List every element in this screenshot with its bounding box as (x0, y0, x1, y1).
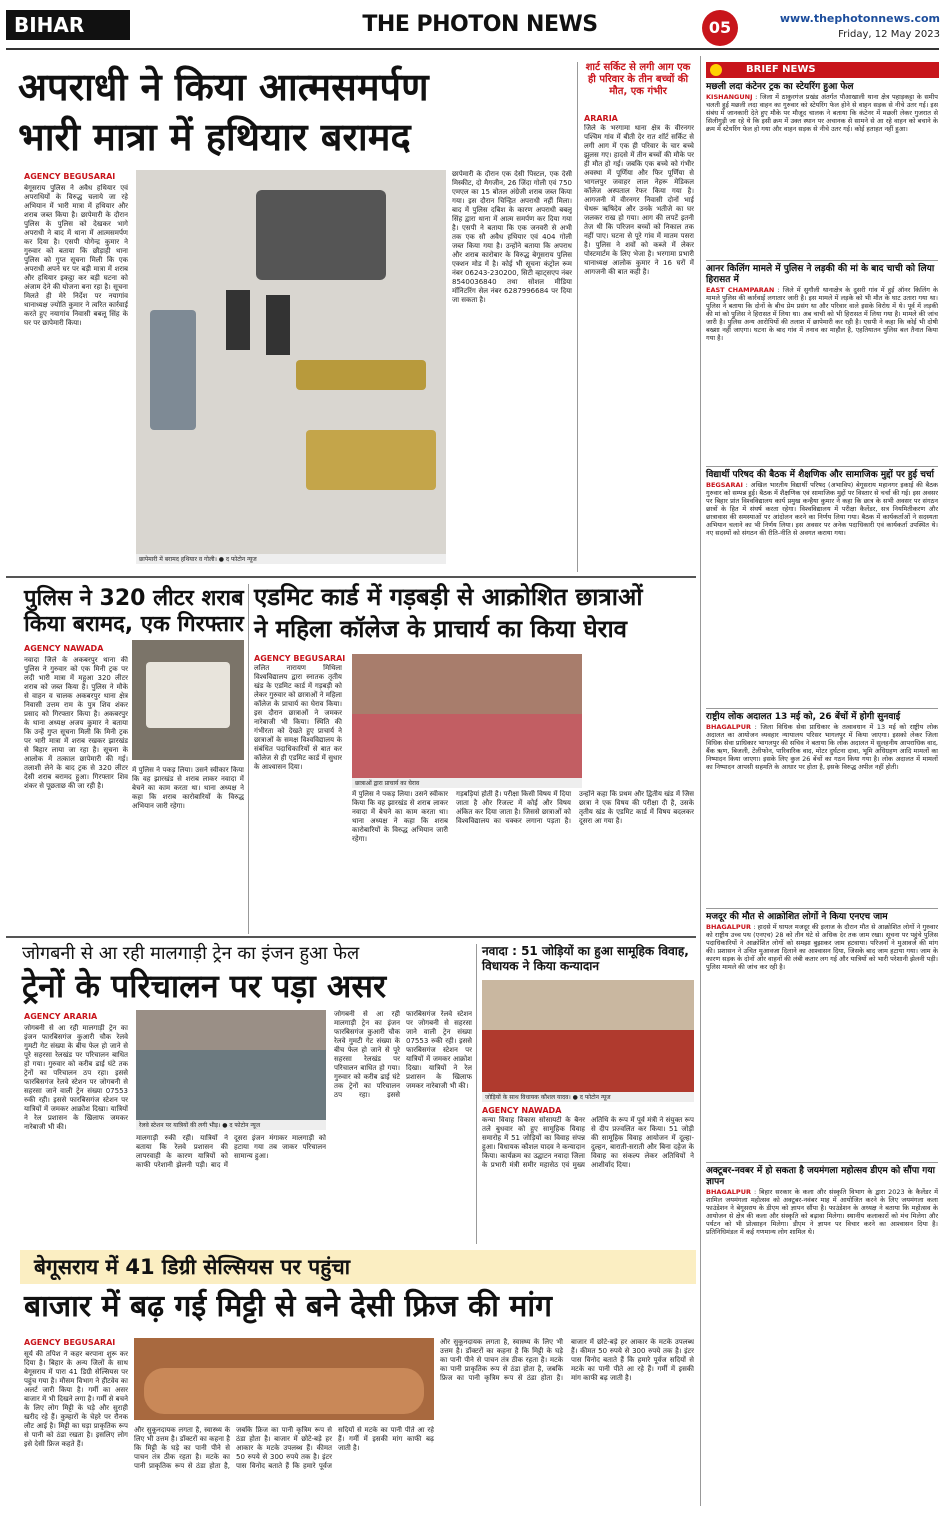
pistol-image (256, 190, 386, 280)
story5-agency: AGENCY ARARIA (24, 1012, 98, 1021)
column-divider (700, 56, 701, 1506)
story1-column2: छापेमारी के दौरान एक देसी पिस्टल, एक देसी मिस्कीट, दो मैगजीन, 26 जिंदा गोली एवं 750 एमएल का 15 बोतल अंग्रेजी शराब जब्त किया गया। इस दौरान चिन्हित अपराधी नहीं मिला। बाद में पुलिस दबिश के कारण अपराधी बबलू सिंह द्वारा थाना में आत्म समर्पण कर दिया गया है। एसपी ने बताया कि एक जनवरी से अभी तक एक सौ अवैध हथियार एवं 404 गोली जब्त किया गया है। उन्होंने बताया कि अपराध और शराब कारोबार के विरुद्ध बेगूसराय पुलिस एक्शन मोड में है। कोई भी सूचना कंट्रोल रूम नंबर 06243-230200, सिटी व्हाट्सएप नंबर 8540036840 तथा सोशल मीडिया मॉनिटरिंग सेल नंबर 6287996684 पर दिया जा सकता है। (452, 170, 572, 304)
page-number: 05 (702, 10, 738, 46)
story4-column-extra: में पुलिस ने पकड़ लिया। उसने स्वीकार किया कि वह झारखंड से शराब लाकर नवादा में बेचने का काम करता था। थाना अध्यक्ष ने कहा कि शराब कारोबारियों के विरुद्ध अभियान जारी रहेगा। (352, 790, 448, 843)
website[interactable]: www.thephotonnews.com (779, 12, 940, 25)
brief-title: मछली लदा कंटेनर ट्रक का स्टेयरिंग हुआ फेल (706, 82, 854, 92)
story3-column1: नवादा जिले के अकबरपुर थाना की पुलिस ने गुरुवार को एक मिनी ट्रक पर लदी भारी मात्रा में महुआ 320 लीटर शराब को जब्त किया है। पुलिस ने मौके से वाहन व चालक अकबरपुर थाना क्षेत्र निवासी उत्तम राम के पुत्र शिव शंकर प्रसाद को गिरफ्तार किया है। अकबरपुर के थाना अध्यक्ष अजय कुमार ने बताया कि उन्हें गुप्त सूचना मिली कि मिनी ट्रक पर भारी मात्रा में शराब रखकर झारखंड से बिहार लाया जा रहा है। सूचना के आलोक में तत्काल छापेमारी की गई। तलाशी लेने के बाद ट्रक से 320 लीटर देसी शराब बरामद हुआ। गिरफ्तार शिव शंकर से पूछताछ की जा रही है। (24, 656, 128, 790)
story5-headline-line2: ट्रेनों के परिचालन पर पड़ा असर (22, 967, 387, 1005)
column-divider (248, 584, 249, 934)
brief-body: जिला विधिक सेवा प्राधिकार के तत्वावधान में 13 मई को राष्ट्रीय लोक अदालत का आयोजन व्यवहार न्यायालय परिसर भागलपुर में किया जाएगा। इसको लेकर जिला विधिक सेवा प्राधिकार भागलपुर की सचिव ने बताया कि लोक अदालत में सुलहनीय आपराधिक वाद, बैंक ऋण, बिजली, टेलीफोन, पारिवारिक वाद, मोटर दुर्घटना दावा, भूमि अधिग्रहण आदि मामलों का निष्पादन किया जाएगा। इसके लिए कुल 26 बेंचों का गठन किया गया है। लोक अदालत में मामलों का निष्पादन आपसी सहमति के आधार पर होता है, इसके विरुद्ध अपील नहीं होती। (706, 723, 938, 771)
weapons-photo (136, 170, 446, 554)
crowd-image (352, 714, 582, 778)
story1-column1: बेगूसराय पुलिस ने अवैध हथियार एवं अपराधियों के विरुद्ध चलाये जा रहे अभियान में भारी मात्रा में हथियार और शराब जब्त किया है। छापेमारी के दौरान पुलिस के पुलिस को देखकर भागे अपराधी ने बाद में थाना में आत्मसमर्पण कर दिया है। एसपी योगेन्द्र कुमार ने गुरुवार को बताया कि छौड़ाही थाना पुलिस को गुप्त सूचना मिली कि एक अपराधी अपने घर पर बड़ी मात्रा में शराब और हथियार इकट्ठा कर बड़ी घटना को अंजाम देने की योजना बना रहा है। सूचना मिलते ही मेरे निर्देश पर नयागांव थानाध्यक्ष ज्योति कुमार ने त्वरित कार्रवाई करते हुए नयागांव निवासी बबलू सिंह के घर पर छापेमारी किया। (24, 184, 128, 327)
brief-text: KISHANGUNJ : जिला में ठाकुरगंज प्रखंड अंतर्गत पौआखाली थाना क्षेत्र पहाड़कट्टा के समीप चलती हुई मछली लदा वाहन का गुरुवार को स्टेयरिंग फेल होने से वाहन सड़क से नीचे उतर गई। इस संबंध में जानकारी देते हुए मौके पर मौजूद चालक ने बताया कि कंटेनर में मछली लेकर गुजरात से सिलीगुड़ी जा रहे थे कि इसी क्रम में उक्त स्थान पर अचानक से सामने से आ रहे वाहन को बचाने के क्रम में स्टेयरिंग फेल हो गया और वाहन सड़क से नीचे उतर गई। कोई हताहत नहीं हुआ। (706, 93, 938, 133)
story5-column2: मालगाड़ी रुकी रही। यात्रियों ने बताया कि रेलवे प्रशासन की लापरवाही के कारण यात्रियों को काफी परेशानी झेलनी पड़ी। बाद में दूसरा इंजन मंगाकर मालगाड़ी को हटाया गया तब जाकर परिचालन सामान्य हुआ। (136, 1134, 326, 1169)
column-divider (476, 944, 477, 1244)
story4-column1: ललित नारायण मिथिला विश्वविद्यालय द्वारा स्नातक तृतीय खंड के एडमिट कार्ड में गड़बड़ी को लेकर गुरुवार को छात्राओं ने महिला कॉलेज के प्राचार्य का घेराव किया। इस दौरान छात्राओं ने जमकर नारेबाजी भी किया। स्थिति की गंभीरता को देखते हुए प्राचार्य ने छात्राओं के समक्ष विश्वविद्यालय के संबंधित पदाधिकारियों से बात कर कॉलेज से ही एडमिट कार्ड में सुधार के आश्वासन दिया। (254, 664, 342, 771)
story5-column1: जोगबनी से आ रही मालगाड़ी ट्रेन का इंजन फारबिसगंज कुआरी चौक रेलवे गुमटी गेट संख्या के बीच फेल हो जाने से पूरे सहरसा रेलखंड पर परिचालन बाधित हो गया। गुरुवार को करीब ढाई घंटे तक ट्रेनों का परिचालन ठप रहा। इससे फारबिसगंज रेलवे स्टेशन पर जोगबनी से सहरसा जाने वाली ट्रेन संख्या 07553 रुकी रही। इससे फारबिसगंज स्टेशन पर यात्रियों में जमकर आक्रोश दिखा। यात्रियों ने रेल प्रशासन के खिलाफ जमकर नारेबाजी भी की। (24, 1024, 128, 1131)
brief-item (706, 82, 938, 258)
brief-title: विद्यार्थी परिषद की बैठक में शैक्षणिक और सामाजिक मुद्दों पर हुई चर्चा (706, 470, 934, 480)
story4-caption: छात्राओं द्वारा प्राचार्य का घेराव (352, 778, 582, 788)
brief-title: अक्टूबर-नवबर में हो सकता है जयमंगला महोत्सव डीएम को सौंपा गया ज्ञापन (706, 1166, 935, 1187)
brief-text: BHAGALPUR : जिला विधिक सेवा प्राधिकार के तत्वावधान में 13 मई को राष्ट्रीय लोक अदालत का आयोजन व्यवहार न्यायालय परिसर भागलपुर में किया जाएगा। इसको लेकर जिला विधिक सेवा प्राधिकार भागलपुर की सचिव ने बताया कि लोक अदालत में सुलहनीय आपराधिक वाद, बैंक ऋण, बिजली, टेलीफोन, पारिवारिक वाद, मोटर दुर्घटना दावा, भूमि अधिग्रहण आदि मामलों का निष्पादन किया जाएगा। इसके लिए कुल 26 बेंचों का गठन किया गया है। लोक अदालत में मामलों का निष्पादन आपसी सहमति के आधार पर होता है, इसके विरुद्ध अपील नहीं होती। (706, 723, 938, 771)
brief-place: BHAGALPUR (706, 923, 751, 931)
bullets-image (296, 360, 426, 390)
brief-item (706, 1166, 938, 1506)
section-divider (6, 936, 696, 938)
bullets-image (306, 430, 436, 490)
brief-body: हादसे में घायल मजदूर की इलाज के दौरान मौत से आक्रोशित लोगों ने गुरुवार को राष्ट्रीय उच्च पथ (एनएच) 28 को तीन घंटे से अधिक देर तक जाम रखा। सूचना पर पहुंचे पुलिस पदाधिकारियों ने आक्रोशित लोगों को समझा बुझाकर जाम हटवाया। परिजनों ने मुआवजे की मांग की। प्रशासन ने उचित मुआवजा दिलाने का आश्वासन दिया, जिसके बाद जाम हटाया गया। जाम के कारण सड़क के दोनों ओर वाहनों की लंबी कतार लग गई और यात्रियों को भारी परेशानी झेलनी पड़ी। पुलिस मामले की जांच कर रही है। (706, 923, 938, 971)
story6-agency: AGENCY NAWADA (482, 1106, 562, 1115)
brief-text: BHAGALPUR : बिहार सरकार के कला और संस्कृति विभाग के द्वारा 2023 के कैलेंडर में शामिल जयमंगला महोत्सव को अक्टूबर-नवंबर माह में आयोजित करने के लिए जयमंगला कला फाउंडेशन ने बेगूसराय के डीएम को ज्ञापन सौंपा है। फाउंडेशन के अध्यक्ष ने बताया कि महोत्सव के आयोजन से क्षेत्र की कला और संस्कृति को बढ़ावा मिलेगा। स्थानीय कलाकारों को मंच मिलेगा और पर्यटन को भी प्रोत्साहन मिलेगा। डीएम ने ज्ञापन पर विचार करने का आश्वासन दिया है। प्रतिनिधिमंडल में कई गणमान्य लोग शामिल थे। (706, 1188, 938, 1236)
story4-agency: AGENCY BEGUSARAI (254, 654, 346, 663)
story6-caption: जोड़ियों के साथ विधायक कौशल यादव। ● द फोटोन न्यूज (482, 1092, 694, 1102)
story5-headline-line1: जोगबनी से आ रही मालगाड़ी ट्रेन का इंजन हुआ फेल (22, 943, 360, 964)
story7-column1: सूर्य की तपिश ने कहर बरपाना शुरू कर दिया है। बिहार के अन्य जिलों के साथ बेगूसराय में पारा 41 डिग्री सेल्सियस पर पहुंच गया है। मौसम विभाग ने हीटवेव का अलर्ट जारी किया है। गर्मी का असर बाजार में भी दिखने लगा है। गर्मी से बचने के लिए लोग मिट्टी के घड़े और सुराही खरीद रहे हैं। कुम्हारों के चेहरे पर रौनक लौट आई है। मिट्टी का घड़ा प्राकृतिक रूप से पानी को ठंडा रखता है। इसलिए लोग इसे देसी फ्रिज कहते हैं। (24, 1350, 128, 1448)
story1-headline-line2: भारी मात्रा में हथियार बरामद (18, 115, 411, 159)
story4-column2: गड़बड़ियां होती है। परीक्षा किसी विषय में दिया जाता है और रिजल्ट में कोई और विषय अंकित कर दिया जाता है। जिससे छात्राओं को विश्वविद्यालय का चक्कर लगाना पड़ता है। उन्होंने कहा कि प्रथम और द्वितीय खंड में जिस छात्रा ने एक विषय की परीक्षा दी है, उसके तृतीय खंड के एडमिट कार्ड में विषय बदलकर दूसरा आ गया है। (456, 790, 694, 825)
truck-photo (132, 640, 244, 760)
brief-place: BHAGALPUR (706, 723, 751, 731)
heat-banner: बेगूसराय में 41 डिग्री सेल्सियस पर पहुंचा (20, 1250, 696, 1284)
brief-news-icon (710, 64, 722, 76)
story2-place: ARARIA (584, 114, 618, 123)
station-photo (136, 1010, 326, 1120)
section-tag: BIHAR (6, 10, 130, 40)
brief-text: EAST CHAMPARAN : जिले में सुगौली थानाक्षेत्र के दुसरी गांव में हुई ऑनर किलिंग के मामले पुलिस की कार्रवाई लगातार जारी है। इस मामले में लड़के को भी मौत के घाट उतारा गया था। पुलिस ने बताया कि दोनों के बीच प्रेम प्रसंग था और परिवार वाले इसके विरोध में थे। पूर्व में लड़की की मां को पुलिस ने हिरासत में लिया था। अब चाची को भी हिरासत में लिया गया है। मामले की जांच जारी है। पुलिस अन्य आरोपियों की तलाश में छापेमारी कर रही है। एसपी ने कहा कि कोई भी दोषी बख्शा नहीं जाएगा। घटना के बाद गांव में तनाव का माहौल है, एहतियातन पुलिस बल तैनात किया गया है। (706, 286, 938, 342)
column-divider (577, 62, 578, 572)
issue-date: Friday, 12 May 2023 (838, 29, 940, 40)
story5-caption: रेलवे स्टेशन पर यात्रियों की लगी भीड़। ● द फोटोन न्यूज (136, 1120, 326, 1130)
brief-divider (706, 1162, 938, 1163)
students-photo (352, 654, 582, 778)
brief-item (706, 712, 938, 906)
brief-place: EAST CHAMPARAN (706, 286, 775, 294)
masthead-rule (6, 48, 939, 50)
brief-text: BHAGALPUR : हादसे में घायल मजदूर की इलाज के दौरान मौत से आक्रोशित लोगों ने गुरुवार को राष्ट्रीय उच्च पथ (एनएच) 28 को तीन घंटे से अधिक देर तक जाम रखा। सूचना पर पहुंचे पुलिस पदाधिकारियों ने आक्रोशित लोगों को समझा बुझाकर जाम हटवाया। परिजनों ने मुआवजे की मांग की। प्रशासन ने उचित मुआवजा दिलाने का आश्वासन दिया, जिसके बाद जाम हटाया गया। जाम के कारण सड़क के दोनों ओर वाहनों की लंबी कतार लग गई और यात्रियों को भारी परेशानी झेलनी पड़ी। पुलिस मामले की जांच कर रही है। (706, 923, 938, 971)
brief-body: अखिल भारतीय विद्यार्थी परिषद (अभाविप) बेगूसराय महानगर इकाई की बैठक गुरुवार को सम्पन्न हुई। बैठक में शैक्षणिक एवं सामाजिक मुद्दों पर विस्तार से चर्चा की गई। इस अवसर पर बिहार प्रांत विश्वविद्यालय कार्य प्रमुख कन्हैया कुमार ने कहा कि छात्र के सभी अवसर पर संगठन छात्रों के हित में संघर्ष करता रहेगा। विश्वविद्यालय में परीक्षा कैलेंडर, सत्र नियमितीकरण और छात्रावास की समस्याओं पर आंदोलन करने का निर्णय लिया गया। बैठक में कार्यकर्ताओं ने सदस्यता अभियान चलाने का भी निर्णय लिया। इस अवसर पर अनेक पदाधिकारी एवं कार्यकर्ता उपस्थित थे। नए सदस्यों को संगठन की रीति-नीति से अवगत कराया गया। (706, 481, 938, 537)
story4-headline-line1: एडमिट कार्ड में गड़बड़ी से आक्रोशित छात्राओं (254, 583, 643, 611)
brief-text: BEGSARAI : अखिल भारतीय विद्यार्थी परिषद (अभाविप) बेगूसराय महानगर इकाई की बैठक गुरुवार को सम्पन्न हुई। बैठक में शैक्षणिक एवं सामाजिक मुद्दों पर विस्तार से चर्चा की गई। इस अवसर पर बिहार प्रांत विश्वविद्यालय कार्य प्रमुख कन्हैया कुमार ने कहा कि छात्र के सभी अवसर पर संगठन छात्रों के हित में संघर्ष करता रहेगा। विश्वविद्यालय में परीक्षा कैलेंडर, सत्र नियमितीकरण और छात्रावास की समस्याओं पर आंदोलन करने का निर्णय लिया गया। बैठक में कार्यकर्ताओं ने सदस्यता अभियान चलाने का भी निर्णय लिया। इस अवसर पर अनेक पदाधिकारी एवं कार्यकर्ता उपस्थित थे। नए सदस्यों को संगठन की रीति-नीति से अवगत कराया गया। (706, 481, 938, 537)
story7-headline: बाजार में बढ़ गई मिट्टी से बने देसी फ्रिज की मांग (24, 1289, 552, 1324)
brief-place: BHAGALPUR (706, 1188, 751, 1196)
magazine-image (226, 290, 250, 350)
brief-news-bar: BRIEF NEWS (706, 62, 939, 78)
wedding-photo (482, 980, 694, 1092)
train-image (136, 1010, 326, 1050)
brief-divider (706, 708, 938, 709)
story3-agency: AGENCY NAWADA (24, 644, 104, 653)
truck-image (146, 662, 230, 728)
brief-divider (706, 260, 938, 261)
brief-divider (706, 908, 938, 909)
brief-item (706, 264, 938, 464)
story3-column2: में पुलिस ने पकड़ लिया। उसने स्वीकार किया कि वह झारखंड से शराब लाकर नवादा में बेचने का काम करता था। थाना अध्यक्ष ने कहा कि शराब कारोबारियों के विरुद्ध अभियान जारी रहेगा। (132, 766, 244, 810)
brief-place: KISHANGUNJ (706, 93, 753, 101)
story4-headline-line2: ने महिला कॉलेज के प्राचार्य का किया घेराव (254, 615, 628, 643)
brief-body: जिले में सुगौली थानाक्षेत्र के दुसरी गांव में हुई ऑनर किलिंग के मामले पुलिस की कार्रवाई लगातार जारी है। इस मामले में लड़के को भी मौत के घाट उतारा गया था। पुलिस ने बताया कि दोनों के बीच प्रेम प्रसंग था और परिवार वाले इसके विरोध में थे। पूर्व में लड़की की मां को पुलिस ने हिरासत में लिया था। अब चाची को भी हिरासत में लिया गया है। मामले की जांच जारी है। पुलिस अन्य आरोपियों की तलाश में छापेमारी कर रही है। एसपी ने कहा कि कोई भी दोषी बख्शा नहीं जाएगा। घटना के बाद गांव में तनाव का माहौल है, एहतियातन पुलिस बल तैनात किया गया है। (706, 286, 938, 342)
story2-body: जिले के भरगामा थाना क्षेत्र के वीरनगर पश्चिम गांव में बीती देर रात शॉर्ट सर्किट से लगी आग में एक ही परिवार के चार बच्चे झुलस गए। हादसे में तीन बच्चों की मौके पर ही मौत हो गई। जबकि एक बच्चे को गंभीर अवस्था में पूर्णिया और फिर पूर्णिया से भागलपुर जवाहर लाल नेहरू मेडिकल कॉलेज अस्पताल रेफर किया गया है। आगजनी में वीरनगर निवासी दोनों भाई चेथरू ऋषिदेव और उनके भतीजे का घर जलकर राख हो गया। आग की लपटें इतनी तेज थी कि परिजन बच्चों को निकाल तक नहीं पाए। घटना से पूरे गांव में मातम पसरा है। पुलिस ने शवों को कब्जे में लेकर पोस्टमार्टम के लिए भेजा है। भरगामा प्रभारी थानाध्यक्ष आलोक कुमार ने 16 घरों में आगजनी की बात कही है। (584, 124, 694, 276)
story7-column2: और सुकूनदायक लगता है, स्वास्थ्य के लिए भी उत्तम है। डॉक्टरों का कहना है कि मिट्टी के घड़े का पानी पीने से पाचन तंत्र ठीक रहता है। मटके का पानी प्राकृतिक रूप से ठंडा होता है, जबकि फ्रिज का पानी कृत्रिम रूप से ठंडा होता है। बाजार में छोटे-बड़े हर आकार के मटके उपलब्ध हैं। कीमत 50 रुपये से 300 रुपये तक है। इंटर पास विनोद बताते हैं कि हमारे पूर्वज सदियों से मटके का पानी पीते आ रहे हैं। गर्मी में इसकी मांग काफी बढ़ जाती है। (134, 1426, 434, 1470)
story7-agency: AGENCY BEGUSARAI (24, 1338, 116, 1347)
story5-column3: जोगबनी से आ रही मालगाड़ी ट्रेन का इंजन फारबिसगंज कुआरी चौक रेलवे गुमटी गेट संख्या के बीच फेल हो जाने से पूरे सहरसा रेलखंड पर परिचालन बाधित हो गया। गुरुवार को करीब ढाई घंटे तक ट्रेनों का परिचालन ठप रहा। इससे फारबिसगंज रेलवे स्टेशन पर जोगबनी से सहरसा जाने वाली ट्रेन संख्या 07553 रुकी रही। इससे फारबिसगंज स्टेशन पर यात्रियों में जमकर आक्रोश दिखा। यात्रियों ने रेल प्रशासन के खिलाफ जमकर नारेबाजी भी की। (334, 1010, 472, 1099)
pots-photo (134, 1338, 434, 1420)
story6-body: कन्या विवाह विकास सोसायटी के बैनर तले बुधवार को हुए सामूहिक विवाह समारोह में 51 जोड़ियों का विवाह संपन्न हुआ। विधायक कौशल यादव ने कन्यादान किया। कार्यक्रम का उद्घाटन नवादा जिला के प्रभारी मंत्री समीर महासेठ एवं मुख्य अतिथि के रूप में पूर्व मंत्री ने संयुक्त रूप से दीप प्रज्वलित कर किया। 51 जोड़ी की सामूहिक विवाह आयोजन में दूल्हा-दुल्हन, बाराती-सराती और बिना दहेज के विवाह का संकल्प लेकर अतिथियों ने आशीर्वाद दिया। (482, 1116, 694, 1169)
clay-pots-image (144, 1368, 424, 1414)
brief-title: राष्ट्रीय लोक अदालत 13 मई को, 26 बेंचों में होगी सुनवाई (706, 712, 901, 722)
brief-body: जिला में ठाकुरगंज प्रखंड अंतर्गत पौआखाली थाना क्षेत्र पहाड़कट्टा के समीप चलती हुई मछली लदा वाहन का गुरुवार को स्टेयरिंग फेल होने से वाहन सड़क से नीचे उतर गई। इस संबंध में जानकारी देते हुए मौके पर मौजूद चालक ने बताया कि कंटेनर में मछली लेकर गुजरात से सिलीगुड़ी जा रहे थे कि इसी क्रम में उक्त स्थान पर अचानक से सामने से आ रहे वाहन को बचाने के क्रम में स्टेयरिंग फेल हो गया और वाहन सड़क से नीचे उतर गई। कोई हताहत नहीं हुआ। (706, 93, 938, 133)
magazine-image (266, 295, 290, 355)
brief-body: बिहार सरकार के कला और संस्कृति विभाग के द्वारा 2023 के कैलेंडर में शामिल जयमंगला महोत्सव को अक्टूबर-नवंबर माह में आयोजित करने के लिए जयमंगला कला फाउंडेशन ने बेगूसराय के डीएम को ज्ञापन सौंपा है। फाउंडेशन के अध्यक्ष ने बताया कि महोत्सव के आयोजन से क्षेत्र की कला और संस्कृति को बढ़ावा मिलेगा। स्थानीय कलाकारों को मंच मिलेगा और पर्यटन को भी प्रोत्साहन मिलेगा। डीएम ने ज्ञापन पर विचार करने का आश्वासन दिया है। प्रतिनिधिमंडल में कई गणमान्य लोग शामिल थे। (706, 1188, 938, 1236)
story1-caption: छापेमारी में बरामद हथियार व गोली। ● द फोटोन न्यूज (136, 554, 446, 564)
paper-name: THE PHOTON NEWS (362, 12, 598, 37)
story3-headline: पुलिस ने 320 लीटर शराब किया बरामद, एक गिरफ्तार (24, 586, 244, 637)
brief-title: मजदूर की मौत से आक्रोशित लोगों ने किया एनएच जाम (706, 912, 888, 922)
couples-image (482, 1030, 694, 1092)
brief-item (706, 912, 938, 1160)
story7-column3: और सुकूनदायक लगता है, स्वास्थ्य के लिए भी उत्तम है। डॉक्टरों का कहना है कि मिट्टी के घड़े का पानी पीने से पाचन तंत्र ठीक रहता है। मटके का पानी प्राकृतिक रूप से ठंडा होता है, जबकि फ्रिज का पानी कृत्रिम रूप से ठंडा होता है। बाजार में छोटे-बड़े हर आकार के मटके उपलब्ध हैं। कीमत 50 रुपये से 300 रुपये तक है। इंटर पास विनोद बताते हैं कि हमारे पूर्वज सदियों से मटके का पानी पीते आ रहे हैं। गर्मी में इसकी मांग काफी बढ़ जाती है। (440, 1338, 694, 1382)
section-divider (6, 576, 696, 578)
story2-headline: शार्ट सर्किट से लगी आग एक ही परिवार के तीन बच्चों की मौत, एक गंभीर (585, 62, 691, 97)
brief-place: BEGSARAI (706, 481, 743, 489)
brief-title: आनर किलिंग मामले में पुलिस ने लड़की की मां के बाद चाची को लिया हिरासत में (706, 264, 935, 285)
bottle-image (150, 310, 196, 430)
story1-agency: AGENCY BEGUSARAI (24, 172, 116, 181)
brief-item (706, 470, 938, 706)
brief-divider (706, 466, 938, 467)
story6-headline: नवादा : 51 जोड़ियों का हुआ सामूहिक विवाह, विधायक ने किया कन्यादान (482, 944, 689, 973)
story1-headline-line1: अपराधी ने किया आत्मसमर्पण (18, 65, 429, 109)
